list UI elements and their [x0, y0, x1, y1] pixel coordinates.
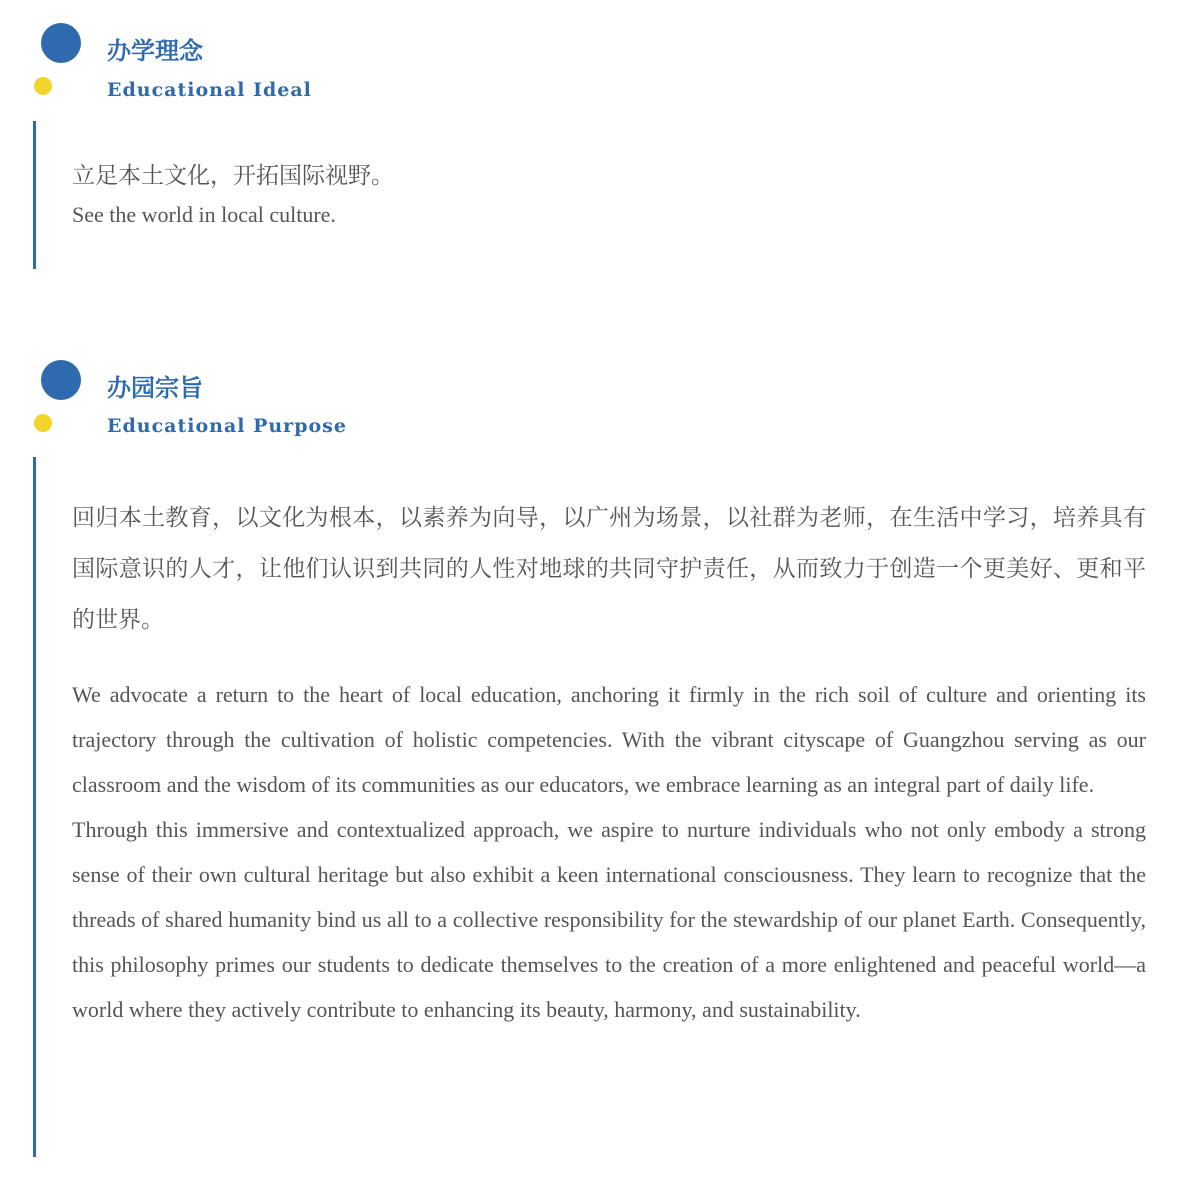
section-body-en	[72, 672, 1146, 1032]
yellow-dot-icon	[34, 414, 52, 432]
section-title-en: Educational Purpose	[107, 415, 347, 437]
section-body-zh: 立足本土文化，开拓国际视野。	[72, 163, 394, 189]
section-title-en: Educational Ideal	[107, 79, 312, 101]
yellow-dot-icon	[34, 77, 52, 95]
blue-dot-icon	[41, 360, 81, 400]
section-title-zh: 办学理念	[107, 37, 203, 65]
accent-bar	[33, 121, 36, 269]
blue-dot-icon	[41, 23, 81, 63]
section-body-en: See the world in local culture.	[72, 202, 336, 227]
body-paragraph: We advocate a return to the heart of local education, anchoring it firmly in the rich soil of culture and orienting its trajectory through the cultivation of holistic competencies. With the vibrant cityscape of Guangzhou serving as our classroom and the wisdom of its communities as our educators, we embrace learning as an integral part of daily life.	[72, 682, 1146, 797]
section-title-zh: 办园宗旨	[107, 374, 203, 402]
accent-bar	[33, 457, 36, 1157]
body-paragraph: Through this immersive and contextualized approach, we aspire to nurture individuals who not only embody a strong sense of their own cultural heritage but also exhibit a keen international consciousness. They learn to recognize that the threads of shared humanity bind us all to a collective responsibility for the stewardship of our planet Earth. Consequently, this philosophy primes our students to dedicate themselves to the creation of a more enlightened and peaceful world—a world where they actively contribute to enhancing its beauty, harmony, and sustainability.	[72, 817, 1146, 1022]
section-body-zh: 回归本土教育，以文化为根本，以素养为向导，以广州为场景，以社群为老师，在生活中学习，培养具有国际意识的人才，让他们认识到共同的人性对地球的共同守护责任，从而致力于创造一个更美好、更和平的世界。	[72, 505, 1146, 633]
